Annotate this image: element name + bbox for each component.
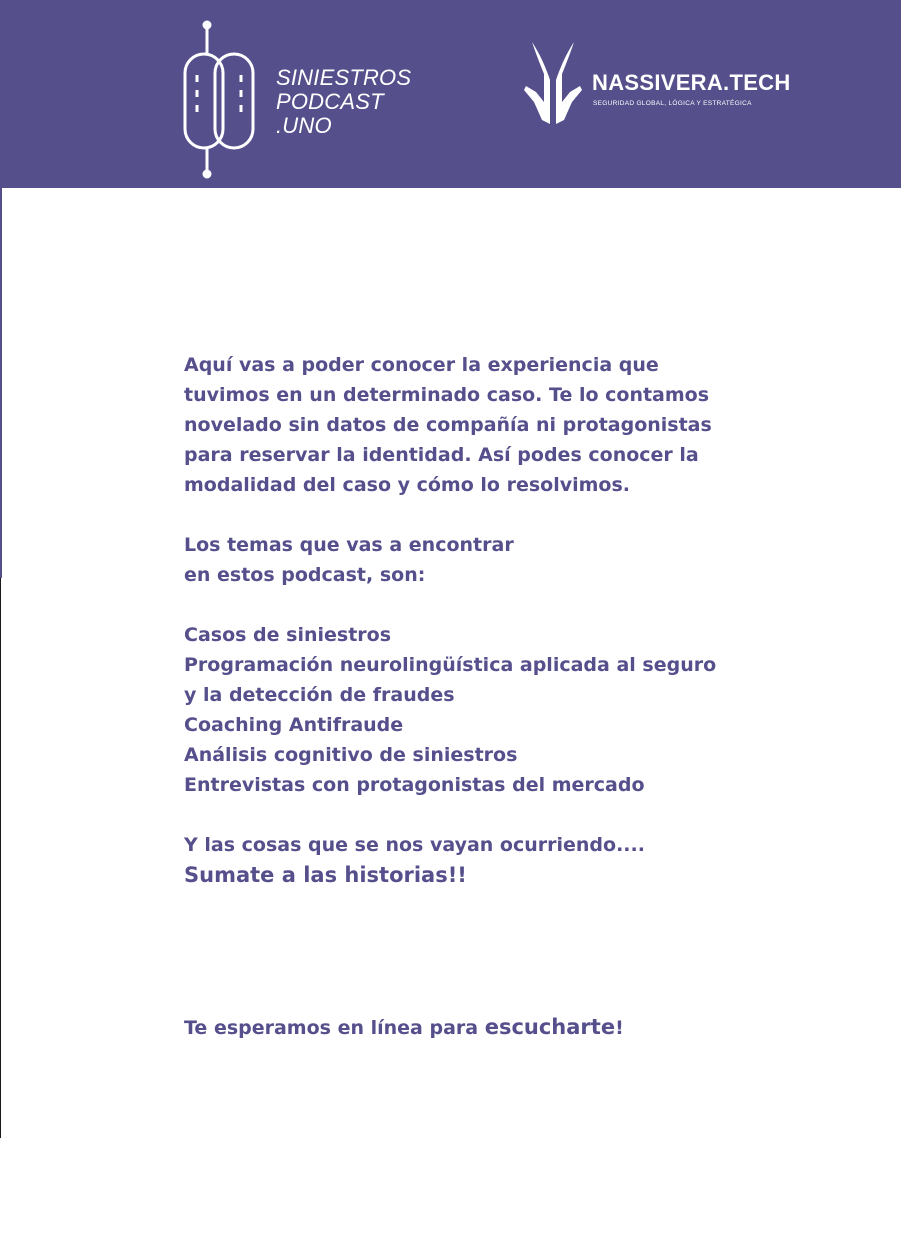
wordmark-line-2: PODCAST — [276, 89, 384, 114]
intro-line: Aquí vas a poder conocer la experiencia que — [184, 354, 659, 376]
topic-item: Entrevistas con protagonistas del mercado — [184, 774, 645, 796]
closing-text — [184, 1015, 624, 1039]
call-to-action: Sumate a las historias!! — [184, 863, 467, 887]
left-edge-strip — [0, 188, 2, 578]
main-content — [184, 350, 784, 890]
topics-heading-line: en estos podcast, son: — [184, 564, 426, 586]
topic-item: Casos de siniestros — [184, 624, 392, 646]
nassivera-shield-icon — [522, 40, 584, 126]
closing-prefix: Te esperamos en línea para — [184, 1017, 485, 1039]
topic-item: Análisis cognitivo de siniestros — [184, 744, 518, 766]
intro-line: para reservar la identidad. Así podes conocer la — [184, 444, 699, 466]
closing-suffix: ! — [615, 1017, 624, 1039]
siniestros-podcast-wordmark — [276, 66, 411, 138]
nassivera-brand-name: NASSIVERA.TECH — [592, 70, 791, 95]
topic-item: y la detección de fraudes — [184, 684, 455, 706]
topics-heading-line: Los temas que vas a encontrar — [184, 534, 514, 556]
topic-item: Coaching Antifraude — [184, 714, 404, 736]
topic-item: Programación neurolingüística aplicada al seguro — [184, 654, 717, 676]
wordmark-line-1: SINIESTROS — [276, 65, 412, 90]
outro-text: Y las cosas que se nos vayan ocurriendo.... — [184, 834, 645, 856]
intro-line: modalidad del caso y cómo lo resolvimos. — [184, 474, 630, 496]
nassivera-tagline: SEGURIDAD GLOBAL, LÓGICA Y ESTRATÉGICA — [593, 100, 752, 107]
intro-line: novelado sin datos de compañía ni protagonistas — [184, 414, 712, 436]
closing-emphasis: escucharte — [484, 1015, 616, 1039]
wordmark-line-3: .UNO — [276, 113, 332, 138]
intro-line: tuvimos en un determinado caso. Te lo contamos — [184, 384, 710, 406]
microphone-icon — [180, 20, 260, 180]
left-edge-line — [0, 578, 1, 1138]
